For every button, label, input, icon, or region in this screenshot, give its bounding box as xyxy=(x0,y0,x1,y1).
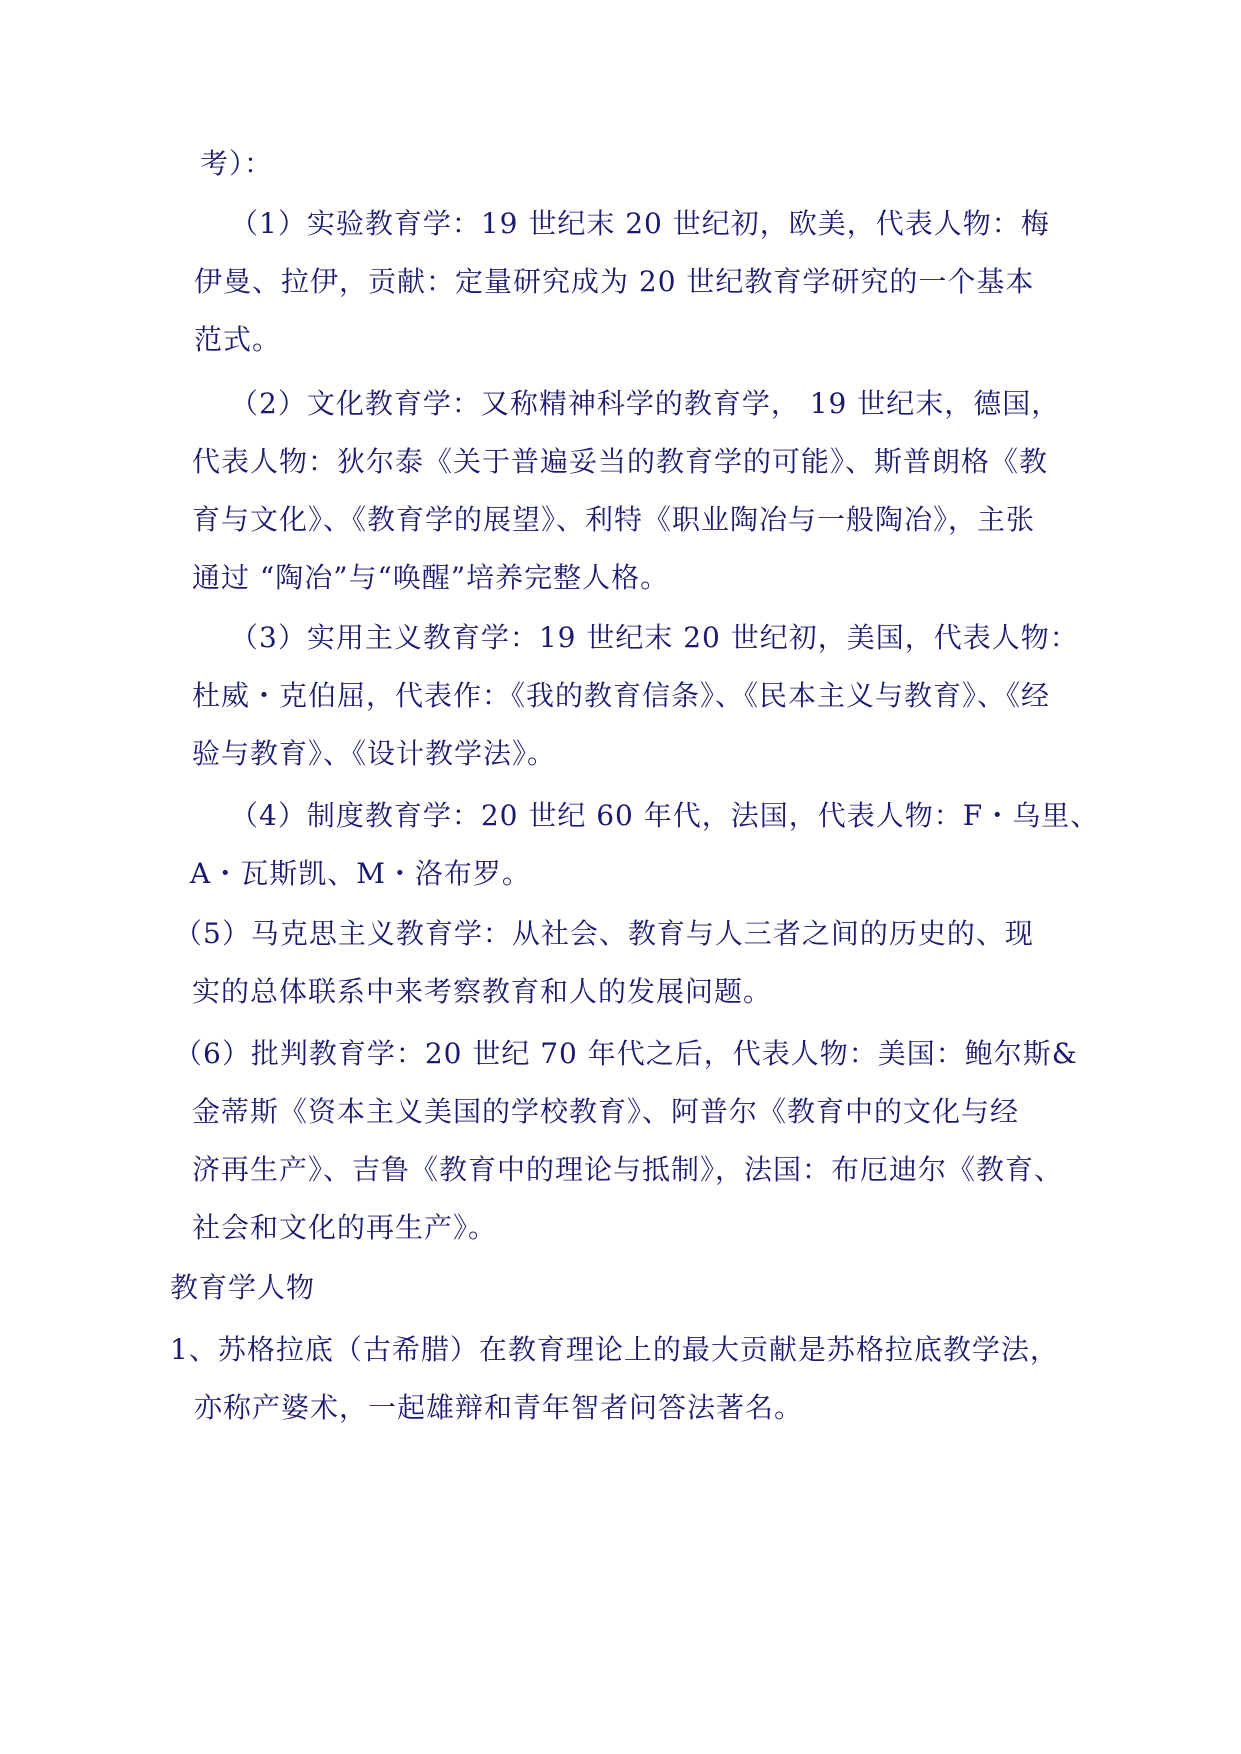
item-5-line-2: 实的总体联系中来考察教育和人的发展问题。 xyxy=(192,975,773,1008)
item-3-line-1: （3）实用主义教育学：19 世纪末 20 世纪初，美国，代表人物： xyxy=(230,621,1079,654)
section-heading: 教育学人物 xyxy=(170,1271,316,1304)
person-1-line-2: 亦称产婆术，一起雄辩和青年智者问答法著名。 xyxy=(194,1391,804,1424)
item-5-line-1: （5）马克思主义教育学：从社会、教育与人三者之间的历史的、现 xyxy=(174,917,1034,950)
item-6-line-1: （6）批判教育学：20 世纪 70 年代之后，代表人物：美国：鲍尔斯& xyxy=(174,1037,1078,1070)
item-2-line-3: 育与文化》、《教育学的展望》、利特《职业陶冶与一般陶冶》，主张 xyxy=(192,503,1036,536)
item-6-line-2: 金蒂斯《资本主义美国的学校教育》、阿普尔《教育中的文化与经 xyxy=(192,1095,1020,1128)
item-6-line-4: 社会和文化的再生产》。 xyxy=(192,1211,498,1244)
item-2-line-1: （2）文化教育学：又称精神科学的教育学， 19 世纪末，德国， xyxy=(230,387,1061,420)
item-1-line-1: （1）实验教育学：19 世纪末 20 世纪初，欧美，代表人物：梅 xyxy=(230,207,1050,240)
item-2-line-4: 通过 “陶冶”与“唤醒”培养完整人格。 xyxy=(192,561,670,594)
item-6-line-3: 济再生产》、吉鲁《教育中的理论与抵制》，法国：布厄迪尔《教育、 xyxy=(192,1153,1064,1186)
text-line: 考）： xyxy=(200,147,274,180)
item-2-line-2: 代表人物：狄尔泰《关于普遍妥当的教育学的可能》、斯普朗格《教 xyxy=(192,445,1049,478)
item-1-line-3: 范式。 xyxy=(194,323,282,356)
item-3-line-2: 杜威・克伯屈，代表作：《我的教育信条》、《民本主义与教育》、《经 xyxy=(192,679,1051,712)
person-1-line-1: 1、苏格拉底（古希腊）在教育理论上的最大贡献是苏格拉底教学法， xyxy=(170,1333,1059,1366)
item-3-line-3: 验与教育》、《设计教学法》。 xyxy=(192,737,557,770)
item-4-line-2: A・瓦斯凯、M・洛布罗。 xyxy=(190,857,531,890)
item-1-line-2: 伊曼、拉伊，贡献：定量研究成为 20 世纪教育学研究的一个基本 xyxy=(194,265,1035,298)
item-4-line-1: （4）制度教育学：20 世纪 60 年代，法国，代表人物：F・乌里、 xyxy=(230,799,1100,832)
